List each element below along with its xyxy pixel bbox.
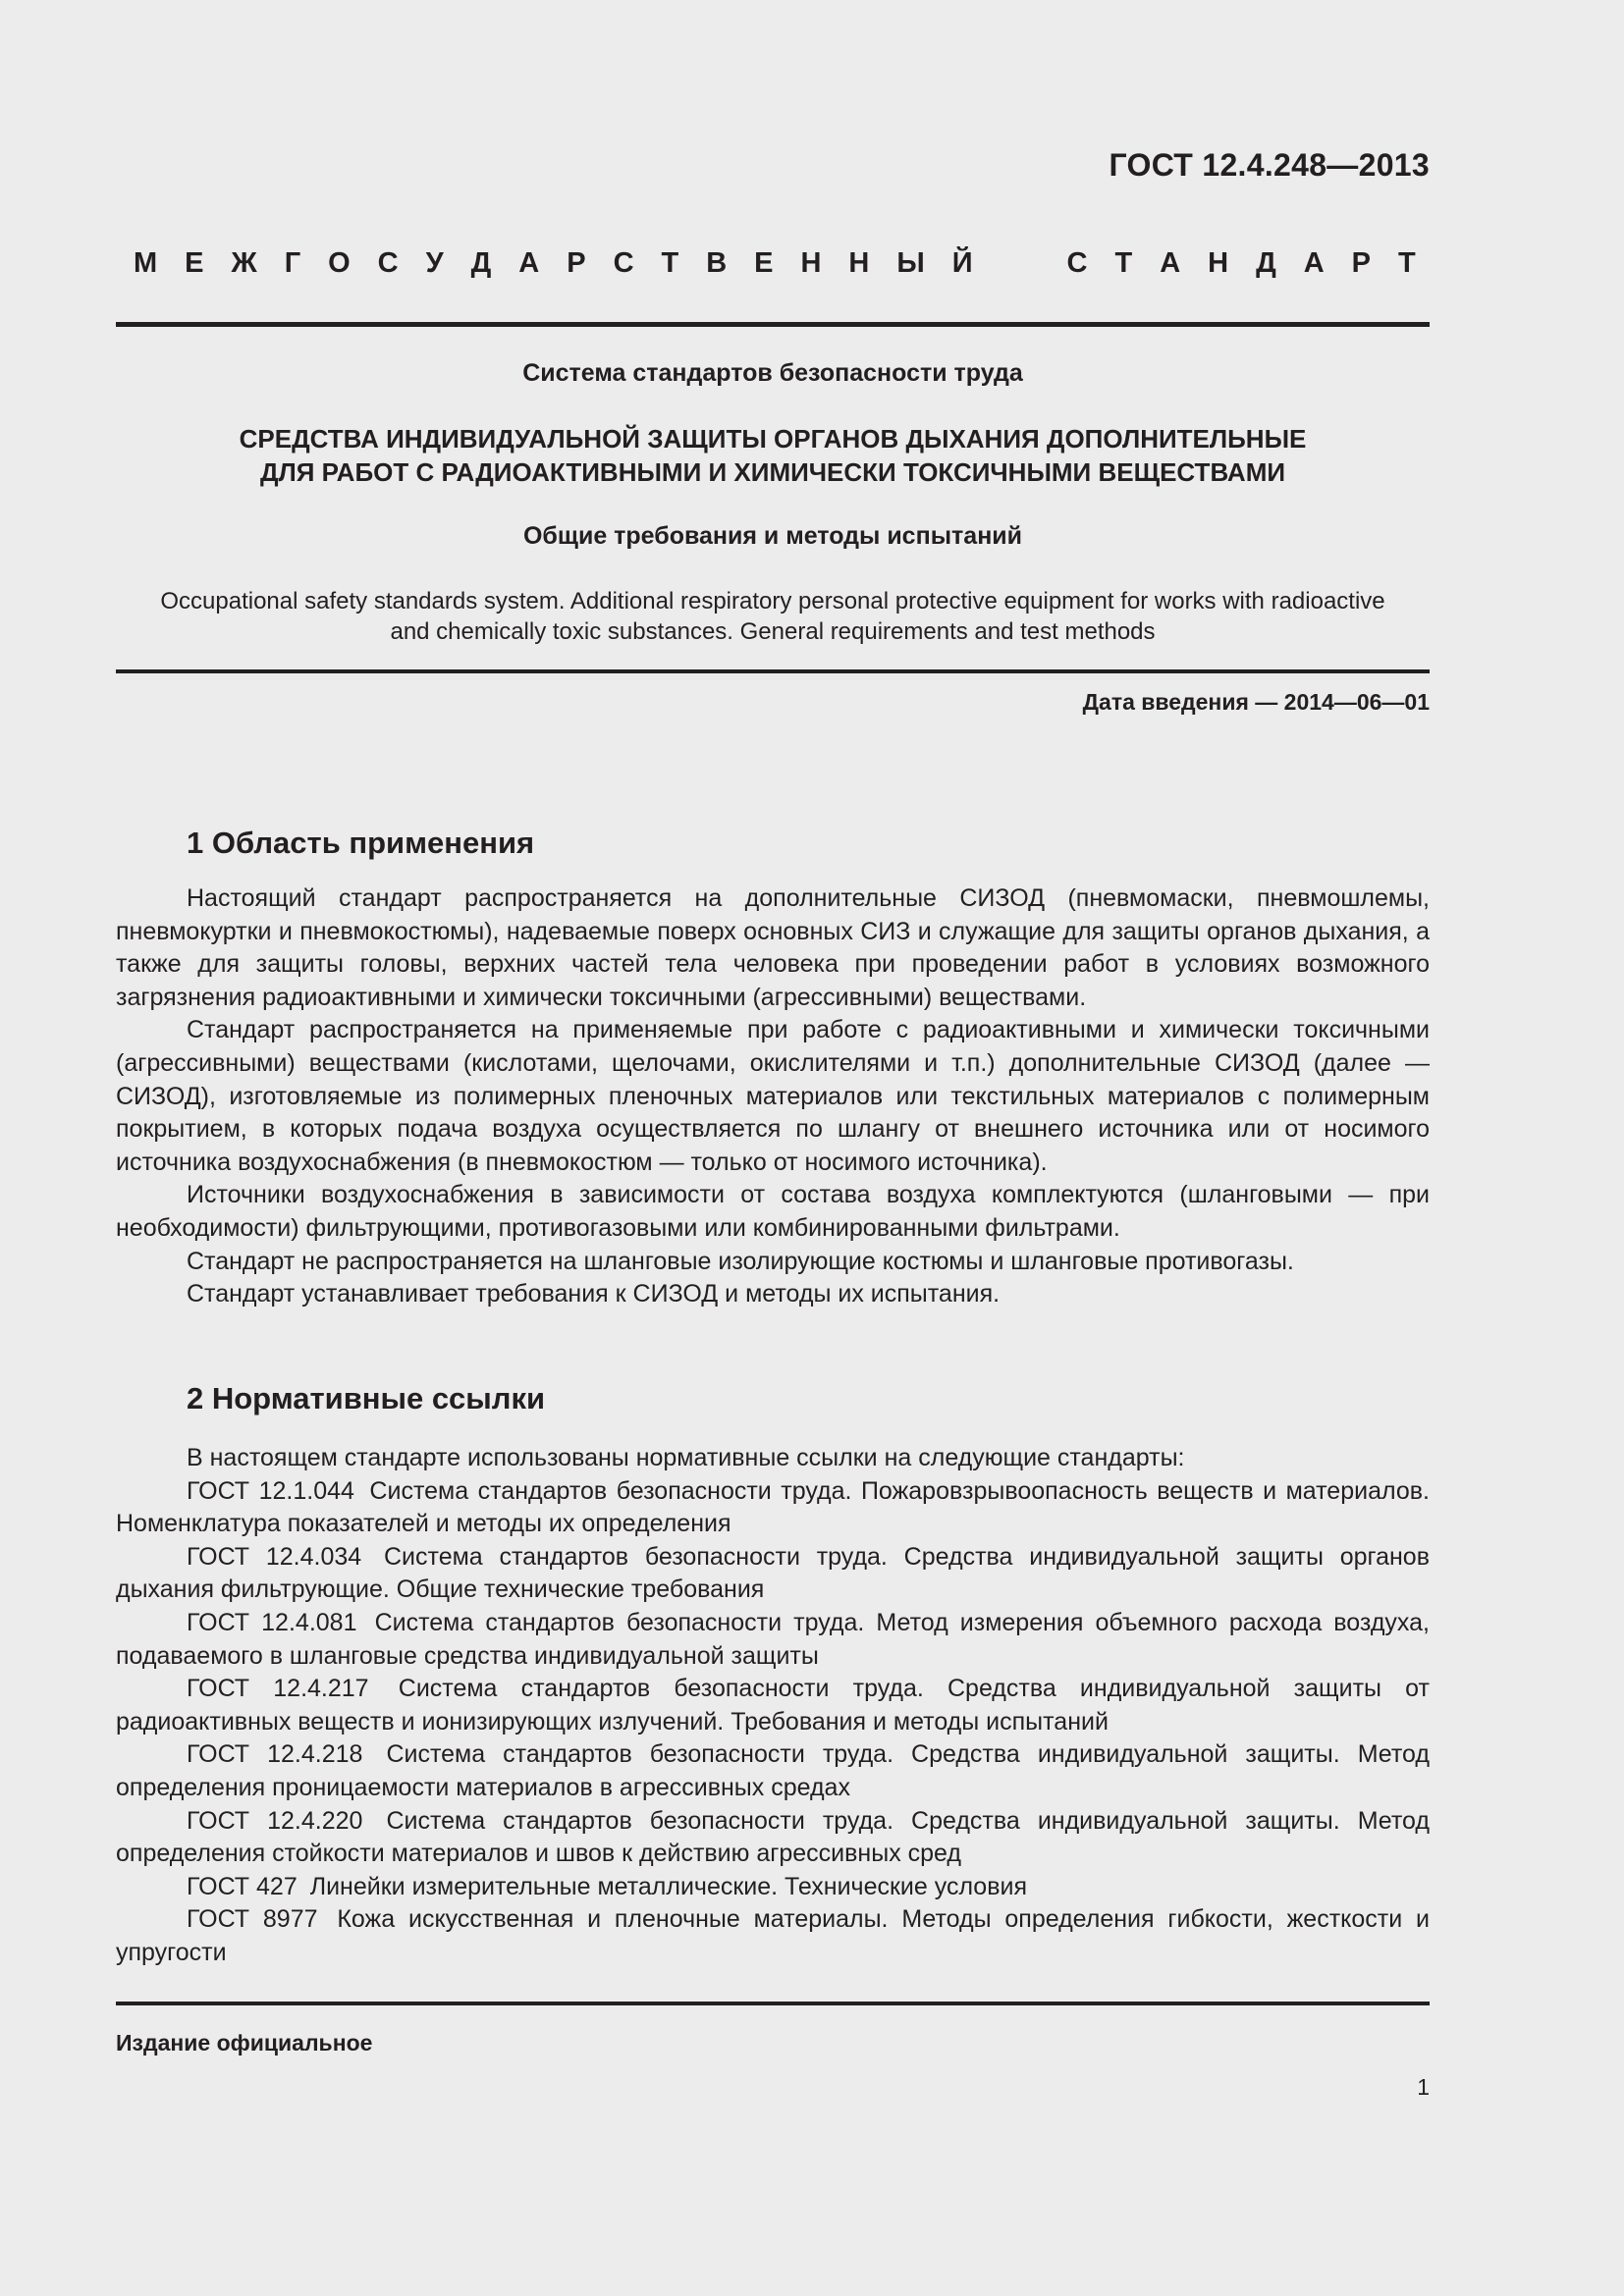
top-rule: [116, 322, 1430, 327]
standard-type-letter: Е: [754, 247, 774, 279]
main-title-line-2: ДЛЯ РАБОТ С РАДИОАКТИВНЫМИ И ХИМИЧЕСКИ ТОКСИЧНЫМИ ВЕЩЕСТВАМИ: [259, 457, 1286, 487]
edition-label: Издание официальное: [116, 2030, 373, 2056]
standard-type-letter: Н: [800, 247, 822, 279]
main-title: [116, 422, 1430, 489]
standard-type-letter: Р: [567, 247, 586, 279]
section-2-heading: 2 Нормативные ссылки: [187, 1381, 546, 1415]
reference-code: ГОСТ 12.4.081: [187, 1608, 357, 1636]
normative-reference: [116, 1903, 1430, 1969]
standard-type-letter: В: [706, 247, 728, 279]
reference-title: Система стандартов безопасности труда. Средства индивидуальной защиты от радиоактивных веществ и ионизирующих излучений. Требования и методы испытаний: [116, 1675, 1430, 1735]
section-1-paragraph: Настоящий стандарт распространяется на дополнительные СИЗОД (пневмомаски, пневмошлемы, пневмокуртки и пневмокостюмы), надеваемые поверх основных СИЗ и служащие для защиты органов дыхания, а также для защиты головы, верхних частей тела человека при проведении работ в условиях возможного загрязнения радиоактивными и химически токсичными (агрессивными) веществами.: [116, 884, 1430, 1011]
standard-type-letter: Т: [661, 247, 679, 279]
word-gap: [1001, 247, 1040, 280]
standard-type-letter: Д: [470, 247, 492, 279]
english-title-line-2: and chemically toxic substances. General requirements and test methods: [390, 618, 1156, 645]
system-title: Система стандартов безопасности труда: [522, 359, 1023, 387]
section-1-paragraph: Стандарт распространяется на применяемые при работе с радиоактивными и химически токсичными (агрессивными) веществами (кислотами, щелочами, окислителями и т.п.) дополнительные СИЗОД (далее — СИЗОД), изготовляемые из полимерных пленочных материалов или текстильных материалов с полимерным покрытием, в которых подача воздуха осуществляется по шлангу от внешнего источника или от носимого источника воздухоснабжения (в пневмокостюм — только от носимого источника).: [116, 1016, 1430, 1176]
references-intro: В настоящем стандарте использованы нормативные ссылки на следующие стандарты:: [187, 1444, 1185, 1471]
document-code: ГОСТ 12.4.248—2013: [1109, 147, 1430, 183]
normative-reference: [116, 1871, 1430, 1904]
standard-type-letter: О: [328, 247, 351, 279]
normative-reference: [116, 1673, 1430, 1738]
standard-type-letter: Г: [284, 247, 301, 279]
reference-code: ГОСТ 12.4.034: [187, 1542, 362, 1571]
reference-code: ГОСТ 427: [187, 1872, 298, 1900]
standard-type-letter: Т: [1397, 247, 1416, 279]
standard-type-letter: Р: [1351, 247, 1371, 279]
reference-title: Система стандартов безопасности труда. Средства индивидуальной защиты. Метод определения стойкости материалов и швов к действию агрессивных сред: [116, 1806, 1430, 1868]
section-1-paragraph: Стандарт устанавливает требования к СИЗОД и методы их испытания.: [187, 1280, 1001, 1308]
section-1-paragraph: Источники воздухоснабжения в зависимости от состава воздуха комплектуются (шланговыми — при необходимости) фильтрующими, противогазовыми или комбинированными фильтрами.: [116, 1181, 1430, 1242]
standard-type-letter: Е: [185, 247, 204, 279]
standard-type-letter: А: [1160, 247, 1181, 279]
standard-type-letter: Й: [951, 247, 973, 279]
normative-reference: [116, 1475, 1430, 1541]
reference-code: ГОСТ 8977: [187, 1905, 318, 1934]
normative-reference: [116, 1607, 1430, 1673]
section-2-body: [116, 1442, 1430, 1970]
reference-code: ГОСТ 12.4.218: [187, 1740, 363, 1769]
main-title-line-1: СРЕДСТВА ИНДИВИДУАЛЬНОЙ ЗАЩИТЫ ОРГАНОВ ДЫХАНИЯ ДОПОЛНИТЕЛЬНЫЕ: [239, 424, 1307, 454]
standard-type-letter: С: [613, 247, 634, 279]
normative-reference: [116, 1541, 1430, 1607]
standard-type-letter: А: [518, 247, 540, 279]
reference-code: ГОСТ 12.1.044: [187, 1476, 354, 1505]
reference-title: Линейки измерительные металлические. Технические условия: [309, 1872, 1027, 1900]
footer-rule: [116, 2002, 1430, 2005]
reference-title: Кожа искусственная и пленочные материалы. Методы определения гибкости, жесткости и упругости: [116, 1905, 1430, 1966]
standard-type-heading: [134, 247, 1416, 280]
reference-code: ГОСТ 12.4.220: [187, 1806, 363, 1835]
page-number: 1: [1417, 2074, 1430, 2100]
standard-type-letter: Т: [1114, 247, 1133, 279]
section-1-body: [116, 882, 1430, 1311]
standard-type-letter: А: [1303, 247, 1325, 279]
standard-type-letter: У: [425, 247, 444, 279]
section-1-paragraph: Стандарт не распространяется на шланговые изолирующие костюмы и шланговые противогазы.: [187, 1247, 1294, 1275]
english-title: [116, 586, 1430, 647]
standard-type-letter: М: [134, 247, 158, 279]
title-rule: [116, 669, 1430, 673]
standard-type-letter: Н: [1208, 247, 1229, 279]
reference-title: Система стандартов безопасности труда. Средства индивидуальной защиты органов дыхания фильтрующие. Общие технические требования: [116, 1542, 1430, 1604]
normative-reference: [116, 1738, 1430, 1804]
section-1-heading: 1 Область применения: [187, 826, 535, 860]
standard-type-letter: Д: [1256, 247, 1276, 279]
subtitle: Общие требования и методы испытаний: [522, 522, 1023, 550]
standard-type-letter: С: [377, 247, 399, 279]
standard-type-letter: Н: [848, 247, 870, 279]
standard-type-letter: С: [1066, 247, 1088, 279]
introduction-date: Дата введения — 2014—06—01: [1082, 689, 1430, 715]
normative-reference: [116, 1805, 1430, 1871]
reference-title: Система стандартов безопасности труда. Средства индивидуальной защиты. Метод определения проницаемости материалов в агрессивных средах: [116, 1740, 1430, 1801]
standard-type-letter: Ы: [896, 247, 925, 279]
reference-code: ГОСТ 12.4.217: [187, 1675, 369, 1703]
reference-title: Система стандартов безопасности труда. Пожаровзрывоопасность веществ и материалов. Номенклатура показателей и методы их определения: [116, 1476, 1430, 1538]
reference-title: Система стандартов безопасности труда. Метод измерения объемного расхода воздуха, подаваемого в шланговые средства индивидуальной защиты: [116, 1608, 1431, 1670]
standard-type-letter: Ж: [231, 247, 257, 279]
document-page: [116, 0, 1430, 2296]
english-title-line-1: Occupational safety standards system. Additional respiratory personal protective equipment for works with radioactive: [160, 588, 1385, 614]
